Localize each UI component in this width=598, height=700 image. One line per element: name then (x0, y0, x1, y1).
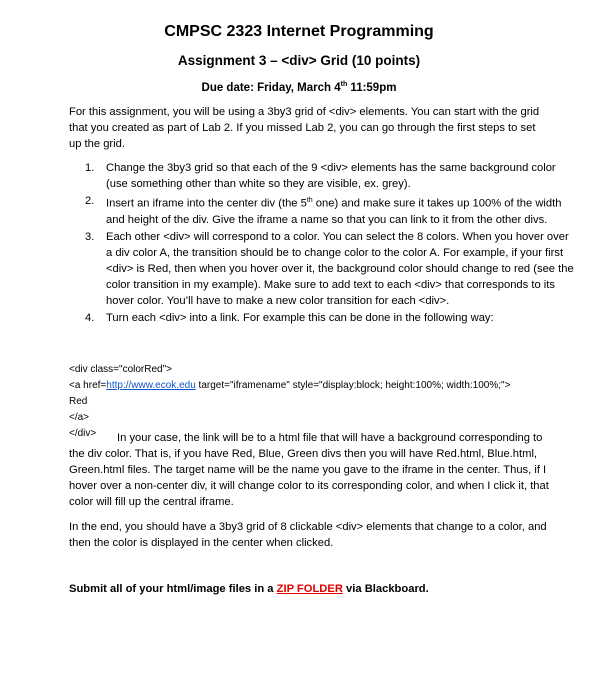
submit-prefix: Submit all of your html/image files in a (69, 583, 277, 595)
step-number: 3. (85, 230, 95, 243)
step-text: Insert an iframe into the center div (the 5 (106, 197, 307, 210)
step-number: 2. (85, 195, 95, 207)
step-item (85, 160, 576, 192)
assignment-title: Assignment 3 – <div> Grid (10 points) (177, 53, 421, 68)
step-text: Change the 3by3 grid so that each of the 9 <div> elements has the same background color (use something other than white so they are visible, ex. grey). (106, 162, 556, 190)
step-text-cont: one) and make sure it takes up 100% of the width and height of the div. Give the iframe a name so that you can link to it from the other divs. (106, 197, 562, 226)
due-date-sup: th (340, 81, 348, 88)
code-anchor-prefix: <a href= (69, 380, 107, 391)
code-line: </div> (69, 428, 97, 439)
code-anchor-suffix: target="iframename" style="display:block; height:100%; width:100%;"> (195, 380, 511, 391)
step-text: Each other <div> will correspond to a color. You can select the 8 colors. When you hover over a div color A, the transition should be to change color to the color A. For example, if your first <div> is Red, then when you hover over it, the background color should change to red (see the color transition in my example). Make sure to add text to each <div> that corresponds to its hover color. You’ll have to make a new color transition for each <div>. (106, 230, 574, 307)
step-item (85, 310, 576, 326)
conclusion-paragraph: In the end, you should have a 3by3 grid of 8 clickable <div> elements that change to a color, and then the color is displayed in the center when clicked. (69, 521, 547, 549)
step-number: 1. (85, 162, 95, 174)
code-line: <div class="colorRed"> (69, 364, 172, 375)
due-date (0, 81, 598, 94)
step-item (85, 193, 576, 228)
submit-instruction (69, 583, 549, 595)
due-date-prefix: Due date: Friday, March 4 (201, 81, 341, 94)
code-line: </a> (69, 412, 90, 423)
step-item (85, 229, 576, 309)
steps-list (69, 160, 576, 327)
code-line: Red (69, 396, 88, 407)
submit-suffix: via Blackboard. (342, 583, 429, 595)
step-sup: th (306, 197, 313, 204)
step-number: 4. (85, 311, 95, 324)
intro-paragraph: For this assignment, you will be using a 3by3 grid of <div> elements. You can start with the grid that you created as part of Lab 2. If you missed Lab 2, you can go through the first steps to set up the grid. (69, 106, 540, 150)
zip-folder-highlight: ZIP FOLDER (276, 583, 343, 595)
code-line (69, 378, 549, 394)
ecok-link[interactable]: http://www.ecok.edu (106, 380, 196, 391)
course-title: CMPSC 2323 Internet Programming (164, 23, 434, 40)
step-text: Turn each <div> into a link. For example this can be done in the following way: (106, 311, 494, 324)
due-date-suffix: 11:59pm (347, 81, 397, 94)
explanation-paragraph: In your case, the link will be to a html file that will have a background corresponding to the div color. That is, if you have Red, Blue, Green divs then you will have Red.html, Blue.html, Green.html files. The target name will be the name you gave to the iframe in the center. Thus, if I hover over a non-center div, it will change color to its corresponding color, and when I click it, that color will fill up the central iframe. (69, 432, 549, 508)
